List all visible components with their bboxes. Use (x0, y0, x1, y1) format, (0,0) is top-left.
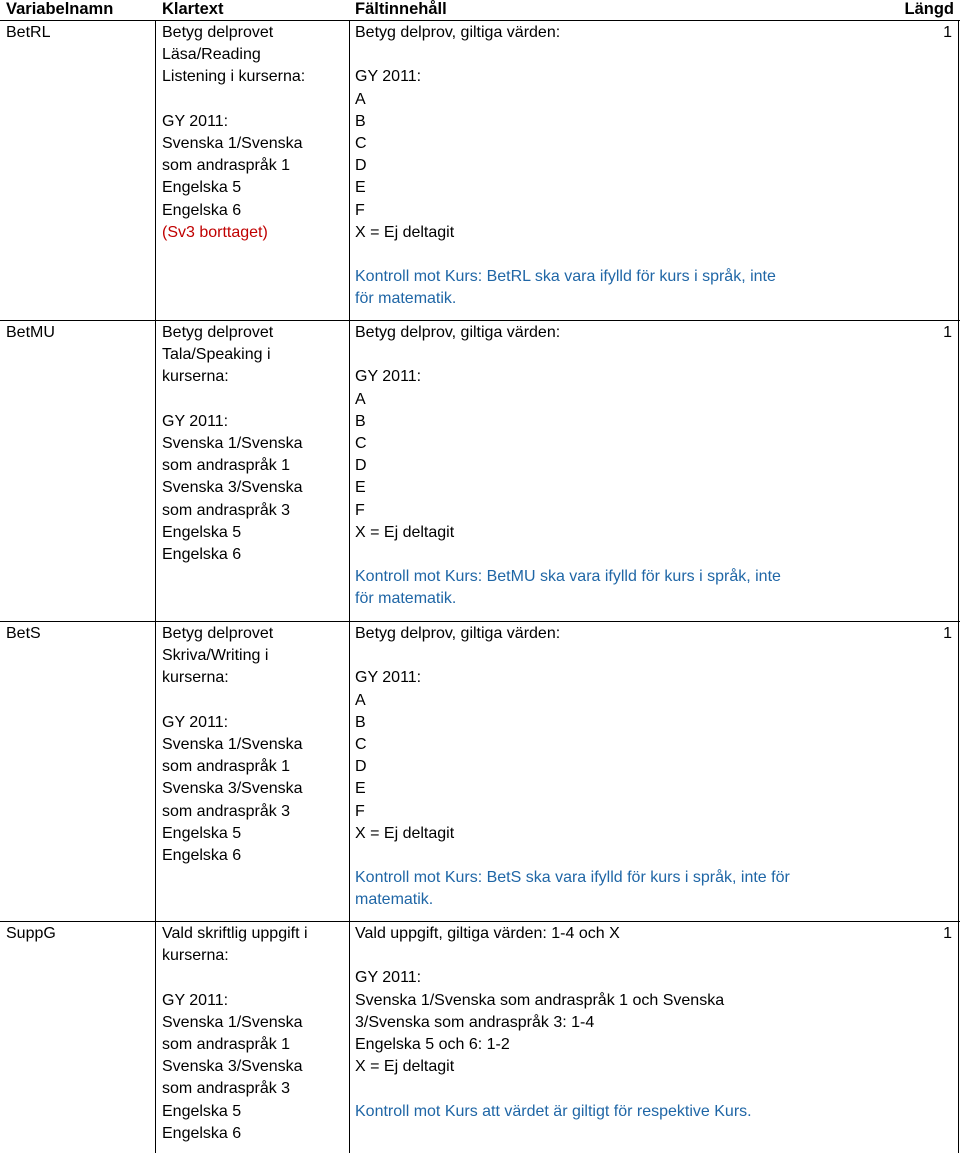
header-klartext: Klartext (162, 0, 224, 18)
falt-line: D (355, 758, 367, 776)
falt-line: GY 2011: (355, 669, 422, 687)
faltinnehall-cell (355, 923, 752, 1123)
klartext-line: kurserna: (162, 947, 229, 965)
klartext-line: Läsa/Reading (162, 46, 261, 64)
klartext-line: som andraspråk 1 (162, 457, 291, 475)
falt-line: A (355, 90, 366, 108)
falt-line (355, 544, 781, 566)
klartext-line: som andraspråk 1 (162, 157, 291, 175)
falt-line: Betyg delprov, giltiga värden: (355, 625, 561, 642)
falt-line: 3/Svenska som andraspråk 3: 1-4 (355, 1013, 595, 1031)
falt-line: GY 2011: (355, 68, 422, 86)
falt-line: C (355, 135, 367, 152)
klartext-line: Svenska 3/Svenska (162, 780, 303, 798)
falt-line (355, 44, 776, 66)
falt-line: E (355, 479, 366, 497)
klartext-line (162, 389, 303, 411)
falt-line: Engelska 5 och 6: 1-2 (355, 1036, 510, 1053)
klartext-cell (162, 322, 303, 566)
table-body (0, 20, 960, 1153)
klartext-line: som andraspråk 3 (162, 1080, 291, 1098)
falt-line: C (355, 435, 367, 452)
falt-line (355, 845, 790, 867)
header-variabelnamn: Variabelnamn (6, 0, 114, 18)
falt-line: X = Ej deltagit (355, 1058, 455, 1076)
klartext-line: som andraspråk 3 (162, 501, 291, 519)
kontroll-note: Kontroll mot Kurs: BetRL ska vara ifylld för kurs i språk, inte (355, 268, 776, 286)
falt-line: X = Ej deltagit (355, 824, 455, 842)
falt-line: Betyg delprov, giltiga värden: (355, 324, 561, 341)
falt-line: A (355, 390, 366, 408)
variable-name: BetMU (6, 324, 55, 341)
falt-line: B (355, 412, 366, 430)
klartext-line: kurserna: (162, 368, 229, 386)
klartext-line: Engelska 5 (162, 824, 242, 842)
klartext-line: Svenska 1/Svenska (162, 435, 303, 452)
kontroll-note: för matematik. (355, 290, 457, 308)
variable-name: SuppG (6, 925, 56, 942)
falt-line: X = Ej deltagit (355, 523, 455, 541)
falt-line: X = Ej deltagit (355, 223, 455, 241)
klartext-line: Listening i kurserna: (162, 68, 306, 86)
kontroll-note: matematik. (355, 891, 434, 909)
klartext-line (162, 690, 303, 712)
removed-note: (Sv3 borttaget) (162, 223, 268, 241)
falt-line: E (355, 179, 366, 197)
klartext-line: Svenska 3/Svenska (162, 479, 303, 497)
klartext-line: som andraspråk 1 (162, 758, 291, 776)
klartext-line (162, 967, 308, 989)
variable-name: BetS (6, 625, 41, 642)
klartext-line: Engelska 5 (162, 1102, 242, 1120)
klartext-cell (162, 923, 308, 1145)
faltinnehall-cell (355, 322, 781, 611)
falt-line (355, 344, 781, 366)
falt-line: F (355, 802, 365, 820)
klartext-line: som andraspråk 1 (162, 1036, 291, 1053)
klartext-line: Tala/Speaking i (162, 346, 271, 364)
falt-line: A (355, 691, 366, 709)
klartext-line: Engelska 5 (162, 179, 242, 197)
table-row (0, 20, 960, 321)
header-faltinnehall: Fältinnehåll (355, 0, 447, 18)
falt-line: F (355, 201, 365, 219)
falt-line (355, 645, 790, 667)
klartext-line: Vald skriftlig uppgift i (162, 925, 308, 942)
klartext-line: kurserna: (162, 669, 229, 687)
falt-line (355, 244, 776, 266)
klartext-line: Engelska 6 (162, 546, 242, 564)
klartext-line: som andraspråk 3 (162, 802, 291, 820)
falt-line: GY 2011: (355, 368, 422, 386)
klartext-line (162, 89, 305, 111)
langd-value: 1 (943, 324, 952, 341)
langd-value: 1 (943, 925, 952, 942)
kontroll-note: för matematik. (355, 590, 457, 608)
table-row (0, 621, 960, 922)
falt-line: GY 2011: (355, 969, 422, 987)
klartext-cell (162, 623, 303, 867)
klartext-line: Engelska 5 (162, 523, 242, 541)
falt-line: Svenska 1/Svenska som andraspråk 1 och Svenska (355, 991, 725, 1009)
falt-line: D (355, 457, 367, 475)
falt-line: B (355, 112, 366, 130)
klartext-line: Engelska 6 (162, 201, 242, 219)
klartext-line: Svenska 1/Svenska (162, 1013, 303, 1031)
falt-line (355, 945, 752, 967)
kontroll-note: Kontroll mot Kurs att värdet är giltigt för respektive Kurs. (355, 1102, 752, 1120)
klartext-line: GY 2011: (162, 713, 229, 731)
kontroll-note: Kontroll mot Kurs: BetS ska vara ifylld för kurs i språk, inte för (355, 869, 790, 887)
klartext-line: Svenska 1/Svenska (162, 736, 303, 753)
falt-line: F (355, 501, 365, 519)
table-row (0, 921, 960, 1153)
falt-line: C (355, 736, 367, 753)
klartext-line: Svenska 1/Svenska (162, 135, 303, 152)
falt-line: E (355, 780, 366, 798)
falt-line (355, 1078, 752, 1100)
langd-value: 1 (943, 24, 952, 41)
kontroll-note: Kontroll mot Kurs: BetMU ska vara ifylld för kurs i språk, inte (355, 568, 781, 586)
klartext-line: Engelska 6 (162, 847, 242, 865)
falt-line: Betyg delprov, giltiga värden: (355, 24, 561, 41)
falt-line: Vald uppgift, giltiga värden: 1-4 och X (355, 925, 620, 942)
klartext-line: Betyg delprovet (162, 24, 274, 41)
klartext-line: Betyg delprovet (162, 324, 274, 341)
variable-name: BetRL (6, 24, 51, 41)
klartext-cell (162, 22, 305, 244)
klartext-line: Skriva/Writing i (162, 647, 269, 665)
falt-line: B (355, 713, 366, 731)
faltinnehall-cell (355, 22, 776, 311)
header-langd: Längd (904, 0, 954, 18)
faltinnehall-cell (355, 623, 790, 912)
langd-value: 1 (943, 625, 952, 642)
klartext-line: GY 2011: (162, 112, 229, 130)
klartext-line: Betyg delprovet (162, 625, 274, 642)
table-row (0, 320, 960, 622)
table-header (0, 0, 960, 21)
falt-line: D (355, 157, 367, 175)
klartext-line: GY 2011: (162, 412, 229, 430)
klartext-line: Svenska 3/Svenska (162, 1058, 303, 1076)
klartext-line: Engelska 6 (162, 1124, 242, 1142)
klartext-line: GY 2011: (162, 991, 229, 1009)
